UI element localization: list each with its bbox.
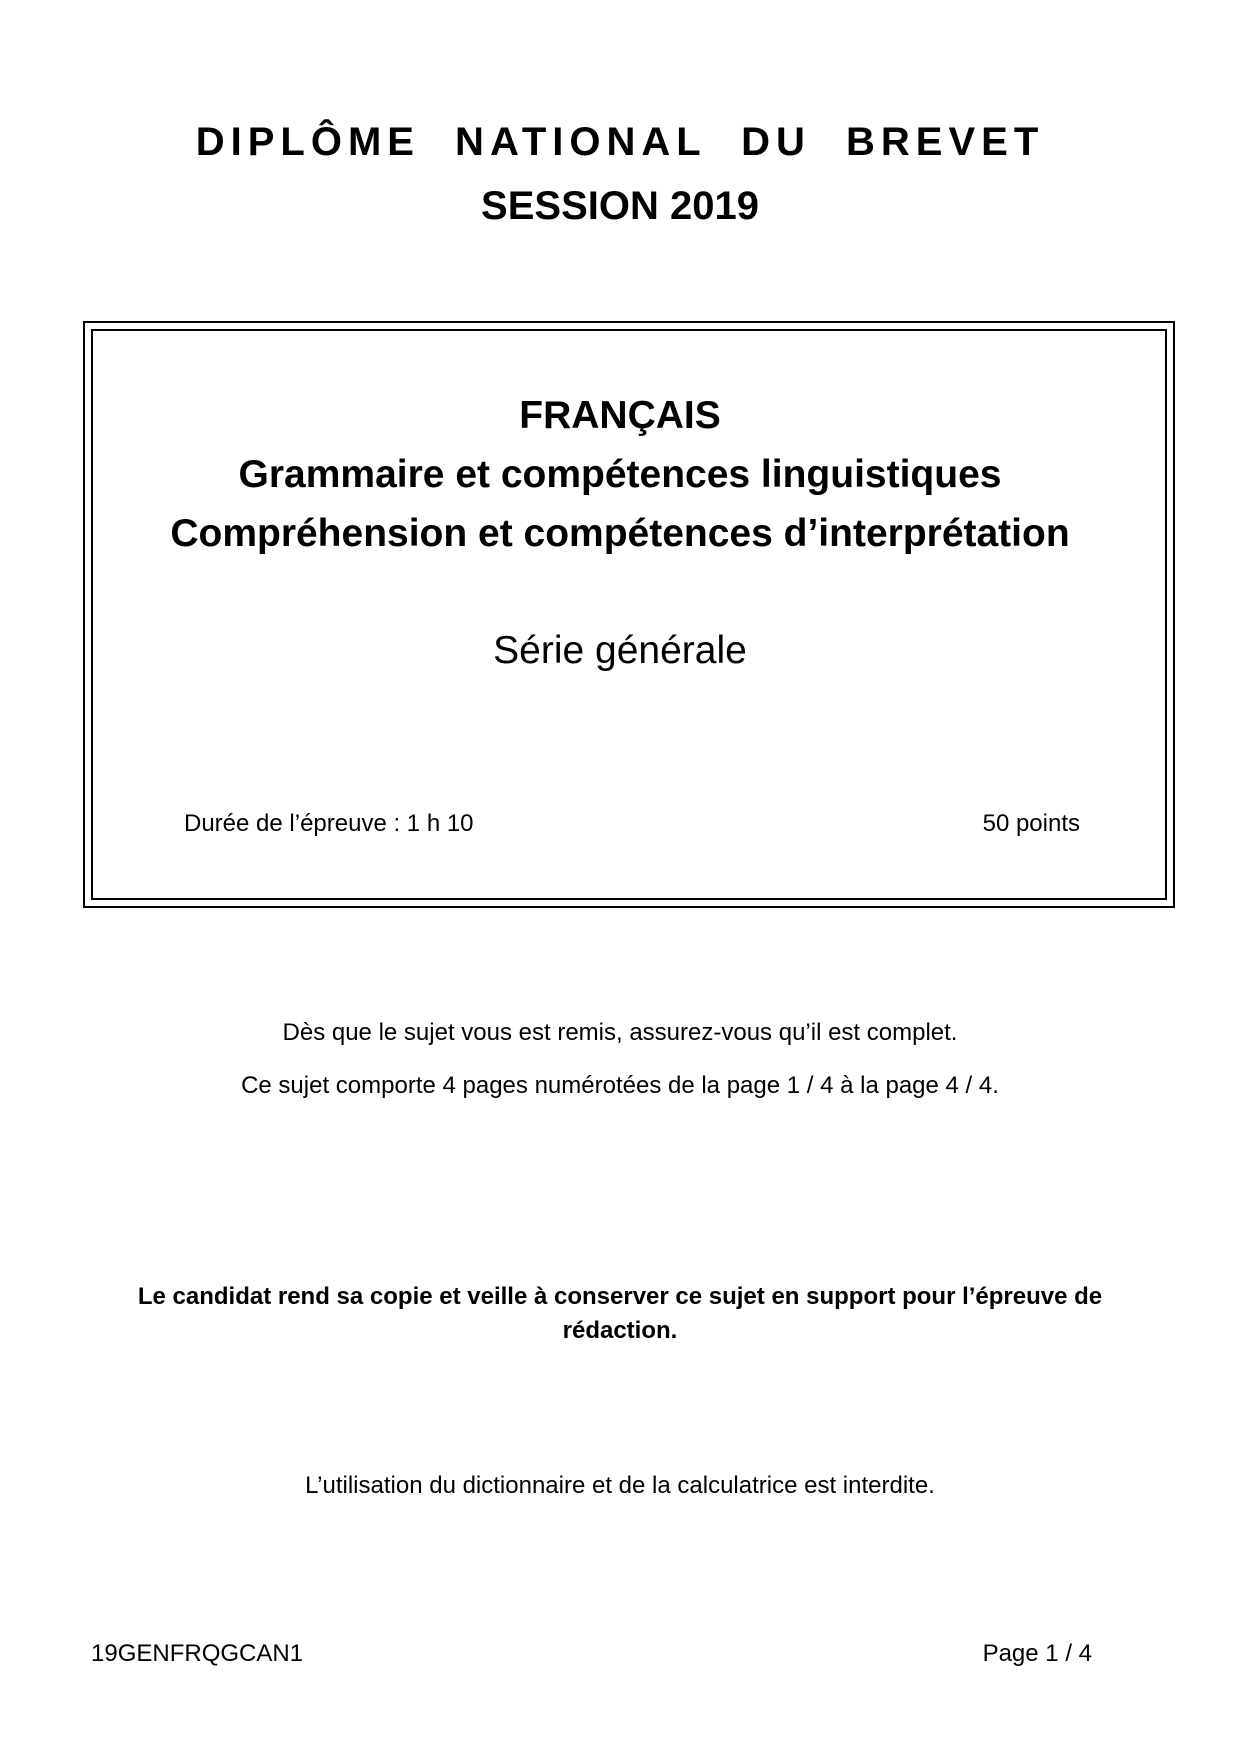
dictionary-note: L’utilisation du dictionnaire et de la calculatrice est interdite.: [305, 1472, 935, 1499]
points-label: 50 points: [982, 810, 1080, 837]
subject-title: FRANÇAIS: [519, 394, 721, 437]
duration-label: Durée de l’épreuve : 1 h 10: [184, 810, 474, 837]
serie-label: Série générale: [493, 629, 747, 672]
page-count-note: Ce sujet comporte 4 pages numérotées de la page 1 / 4 à la page 4 / 4.: [241, 1072, 999, 1099]
subject-line-grammar: Grammaire et compétences linguistiques: [238, 453, 1002, 496]
completeness-note: Dès que le sujet vous est remis, assurez-vous qu’il est complet.: [282, 1019, 958, 1046]
exam-title: DIPLÔME NATIONAL DU BREVET: [195, 120, 1045, 164]
subject-code: 19GENFRQGCAN1: [91, 1640, 304, 1667]
subject-line-comprehension: Compréhension et compétences d’interprétation: [170, 512, 1070, 555]
page-number: Page 1 / 4: [982, 1640, 1092, 1667]
candidate-warning: Le candidat rend sa copie et veille à conserver ce sujet en support pour l’épreuve de rédaction.: [137, 1283, 1103, 1344]
exam-session: SESSION 2019: [481, 184, 759, 228]
